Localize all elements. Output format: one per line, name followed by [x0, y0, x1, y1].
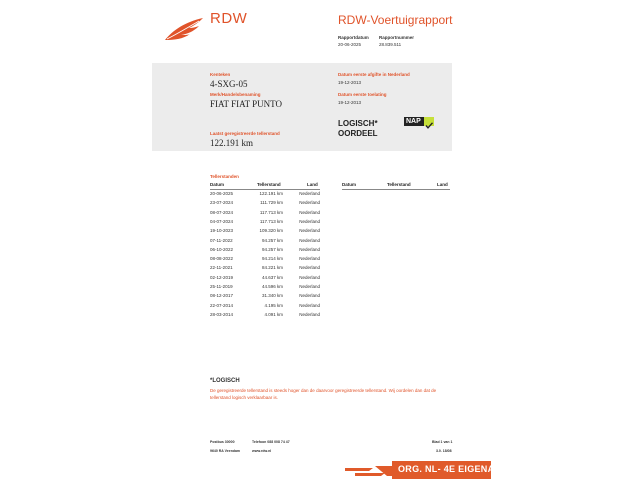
table-row [210, 210, 320, 219]
table-row [210, 219, 320, 228]
col-header-date: Datum [210, 182, 225, 187]
speed-stripes-icon [345, 465, 395, 477]
plate-value: 4-SXG-05 [210, 79, 248, 89]
make-label: Merk/Handelsbenaming [210, 92, 261, 97]
col-header-odometer-2: Tellerstand [387, 182, 411, 187]
table-row [210, 275, 320, 284]
cell-date: 06-10-2022 [210, 246, 234, 252]
cell-date: 25-11-2019 [210, 284, 233, 289]
cell-odometer: 109.320 km [259, 228, 283, 234]
table-row [210, 293, 320, 302]
report-number: 28.839.511 [379, 42, 402, 47]
header-divider-2 [342, 189, 450, 190]
table-row [210, 284, 320, 293]
cell-odometer: 117.713 km [259, 209, 283, 215]
cell-date: 08-12-2017 [210, 293, 234, 299]
owner-banner [392, 461, 509, 479]
plate-label: Kenteken [210, 72, 231, 77]
first-admission-value: 19-12-2013 [338, 100, 362, 105]
cell-date: 20-06-2025 [210, 191, 234, 196]
cell-odometer: 94.214 km [261, 256, 283, 262]
table-row [210, 303, 320, 312]
cell-country: Nederland [299, 218, 320, 224]
cell-odometer: 4.195 km [264, 302, 283, 308]
owner-banner-text: ORG. NL- 4E EIGENAAR [398, 464, 509, 474]
cell-country: Nederland [299, 302, 320, 308]
note-text: De geregistreerde tellerstand is steeds hoger dan de daarvoor geregistreerde tellerstand. Wij oordelen dan dat de tellerstand logisch verklaarbaar is. [210, 388, 437, 400]
cell-date: 22-11-2021 [210, 265, 233, 271]
header-divider [210, 189, 320, 190]
readings-title: Tellerstanden [210, 174, 239, 179]
cell-country: Nederland [299, 256, 320, 262]
postbox: Postbus 30000 [210, 440, 235, 444]
cell-date: 02-12-2019 [210, 274, 234, 280]
cell-country: Nederland [299, 237, 320, 243]
col-header-country: Land [307, 182, 318, 187]
table-row [210, 191, 320, 200]
verdict-line-1: LOGISCH* [338, 119, 378, 128]
cell-country: Nederland [299, 228, 320, 234]
phone: Telefoon 088 008 74 47 [252, 440, 290, 444]
first-admission-label: Datum eerste toelating [338, 92, 387, 97]
report-title: RDW-Voertuigrapport [338, 13, 453, 27]
city: 9640 RA Veendam [210, 449, 241, 453]
nap-logo-text: NAP [406, 118, 421, 125]
cell-odometer: 94.257 km [261, 246, 283, 252]
cell-odometer: 122.191 km [259, 191, 283, 196]
cell-odometer: 117.713 km [259, 218, 283, 224]
first-admission-nl-label: Datum eerste afgifte in Nederland [338, 72, 410, 77]
table-row [210, 200, 320, 209]
note-title: *LOGISCH [210, 378, 240, 384]
table-row [210, 256, 320, 265]
cell-date: 08-08-2022 [210, 256, 234, 262]
cell-country: Nederland [299, 284, 320, 289]
cell-odometer: 31.340 km [261, 293, 283, 299]
website: www.rdw.nl [252, 449, 272, 453]
cell-country: Nederland [299, 265, 320, 271]
cell-odometer: 111.729 km [260, 200, 283, 206]
table-row [210, 238, 320, 247]
col-header-country-2: Land [437, 182, 448, 187]
cell-country: Nederland [299, 209, 320, 215]
cell-date: 28-03-2014 [210, 311, 234, 317]
checkmark-icon [424, 117, 434, 126]
version: 3.0. 18/08 [436, 449, 452, 453]
table-row [210, 312, 320, 321]
cell-date: 07-11-2022 [210, 237, 233, 243]
report-number-label: Rapportnummer [379, 35, 415, 40]
cell-country: Nederland [299, 293, 320, 299]
cell-date: 04-07-2024 [210, 218, 234, 224]
cell-country: Nederland [299, 200, 320, 206]
verdict [338, 119, 378, 139]
col-header-odometer: Tellerstand [257, 182, 281, 187]
verdict-line-2: OORDEEL [338, 129, 378, 138]
brand-name: RDW [210, 10, 248, 27]
cell-date: 23-07-2024 [210, 200, 234, 206]
odometer-value: 122.191 km [210, 138, 254, 148]
make-value: FIAT FIAT PUNTO [210, 99, 283, 109]
cell-date: 22-07-2014 [210, 302, 234, 308]
rdw-wing-logo-icon [163, 16, 205, 42]
cell-date: 19-10-2023 [210, 228, 234, 234]
cell-country: Nederland [299, 191, 320, 196]
table-row [210, 247, 320, 256]
page-number: Blad 1 van 1 [432, 440, 453, 444]
cell-odometer: 4.091 km [264, 311, 283, 317]
cell-odometer: 44.596 km [261, 284, 283, 289]
nap-logo [404, 117, 434, 126]
col-header-date-2: Datum [342, 182, 357, 187]
table-row [210, 228, 320, 237]
cell-odometer: 44.637 km [261, 274, 283, 280]
cell-odometer: 84.221 km [261, 265, 283, 271]
odometer-label: Laatst geregistreerde tellerstand [210, 131, 280, 136]
table-row [210, 265, 320, 274]
cell-country: Nederland [299, 246, 320, 252]
cell-country: Nederland [299, 274, 320, 280]
report-date: 20-06-2025 [338, 42, 362, 47]
first-admission-nl-value: 19-12-2013 [338, 80, 362, 85]
cell-date: 08-07-2024 [210, 209, 234, 215]
report-date-label: Rapportdatum [338, 35, 369, 40]
cell-odometer: 94.257 km [261, 237, 283, 243]
cell-country: Nederland [299, 311, 320, 317]
